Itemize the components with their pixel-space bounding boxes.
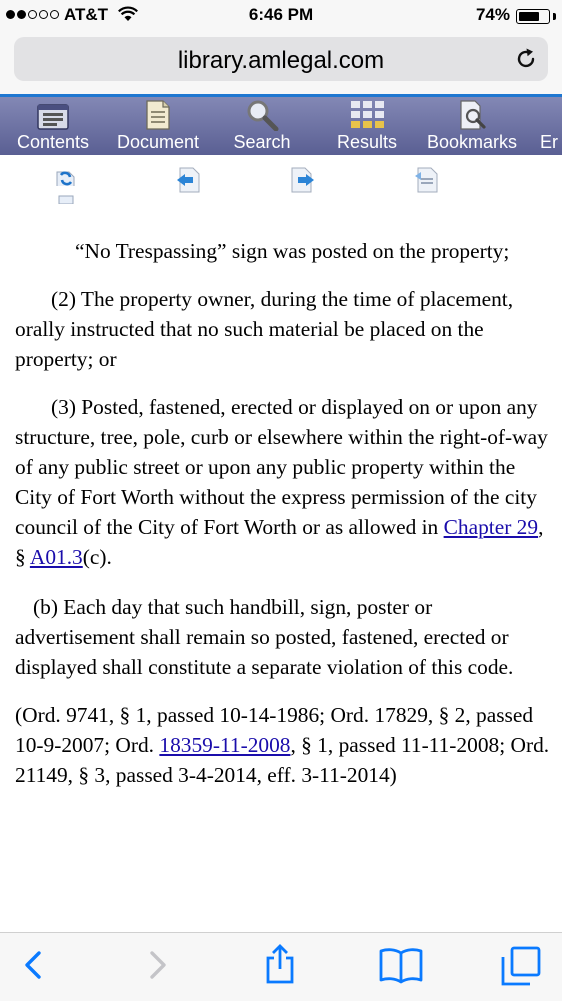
- overflow-label: Er: [540, 132, 558, 152]
- battery-cap: [553, 13, 556, 20]
- paragraph-text: , § 1, passed 11-11-2008; Ord. 21149, § 3, passed 3-4-2014, eff. 3-11-2014): [15, 733, 550, 787]
- contents-label: Contents: [16, 132, 90, 152]
- paragraph-text: (c).: [82, 545, 112, 569]
- document-navigation: [0, 166, 562, 204]
- results-grid-icon: [330, 97, 404, 131]
- paragraph-text: (Ord. 9741, § 1, passed 10-14-1986; Ord. 17829, § 2, passed 10-9-2007; Ord.: [15, 703, 534, 757]
- document-icon: [108, 97, 208, 131]
- browser-header: [0, 32, 562, 94]
- bookmarks-label: Bookmarks: [426, 132, 518, 152]
- document-label: Document: [116, 132, 200, 152]
- results-label: Results: [336, 132, 398, 152]
- sync-icon[interactable]: [54, 166, 78, 209]
- clock: 6:46 PM: [248, 5, 314, 24]
- results-button[interactable]: [330, 97, 404, 155]
- bookmarks-button[interactable]: [418, 97, 526, 155]
- section-link[interactable]: A01.3: [29, 545, 83, 569]
- battery-percent: 74%: [475, 5, 510, 24]
- bookmark-icon: [418, 97, 526, 131]
- reload-icon[interactable]: [514, 47, 538, 76]
- tabs-icon[interactable]: [500, 945, 542, 992]
- status-bar: [0, 0, 562, 32]
- paragraph: “No Trespassing” sign was posted on the property;: [75, 239, 510, 263]
- toolbar-overflow-button[interactable]: [540, 97, 562, 155]
- search-button[interactable]: [226, 97, 298, 155]
- overflow-icon: [540, 97, 562, 131]
- paragraph: [15, 392, 553, 572]
- search-label: Search: [233, 132, 291, 152]
- magnifier-icon: [226, 97, 298, 131]
- bookmarks-book-icon[interactable]: [378, 945, 424, 990]
- forward-icon[interactable]: [147, 947, 169, 988]
- paragraph-text: (3) Posted, fastened, erected or displayed on or upon any structure, tree, pole, curb or elsewhere within the right-of-way of any public street or upon any public property within the City of Fort Worth without the express permission of the city council of the City of Fort Worth or as allowed in: [15, 395, 548, 539]
- contents-button[interactable]: [6, 97, 100, 155]
- chapter-link[interactable]: Chapter 29: [443, 515, 539, 539]
- document-body: [15, 230, 553, 790]
- browser-bottom-bar: [0, 932, 562, 1001]
- paragraph: (b) Each day that such handbill, sign, poster or advertisement shall remain so posted, fastened, erected or displayed shall constitute a separate violation of this code.: [15, 595, 514, 679]
- paragraph-text: , §: [15, 515, 544, 569]
- contents-icon: [6, 97, 100, 131]
- previous-section-icon[interactable]: [174, 166, 202, 199]
- battery-fill: [519, 12, 539, 21]
- ordinance-history: [15, 700, 553, 790]
- document-button[interactable]: [108, 97, 208, 155]
- ordinance-link[interactable]: 18359-11-2008: [159, 733, 291, 757]
- section-info-icon[interactable]: [412, 166, 440, 199]
- address-bar[interactable]: [14, 37, 548, 81]
- carrier-name: AT&T: [64, 5, 109, 24]
- amlegal-toolbar: [0, 97, 562, 155]
- back-icon[interactable]: [22, 947, 44, 988]
- battery-icon: [516, 9, 550, 24]
- paragraph: (2) The property owner, during the time of placement, orally instructed that no such material be placed on the property; or: [15, 287, 514, 371]
- next-section-icon[interactable]: [289, 166, 317, 199]
- share-icon[interactable]: [262, 943, 298, 990]
- url-text[interactable]: library.amlegal.com: [177, 47, 385, 74]
